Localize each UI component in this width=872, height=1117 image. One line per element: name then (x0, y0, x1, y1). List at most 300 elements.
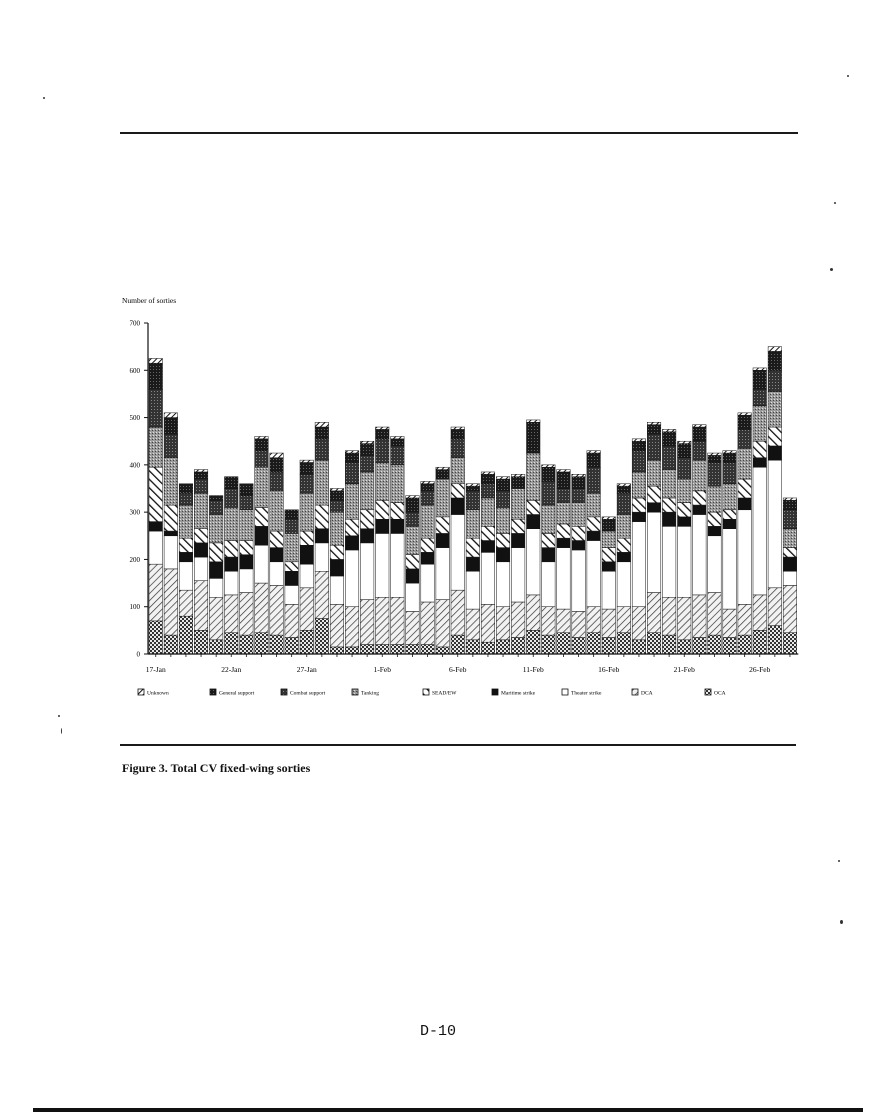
bar-segment-combat-support (783, 510, 797, 529)
bar-segment-oca (647, 633, 661, 654)
bar-segment-unknown (617, 484, 631, 486)
bar-segment-tanking (496, 507, 510, 533)
bar-segment-general-support (315, 427, 329, 439)
bar-segment-tanking (587, 493, 601, 517)
bar-segment-tanking (693, 460, 707, 491)
bar-segment-oca (376, 645, 390, 654)
x-tick-label: 16-Feb (598, 665, 620, 674)
bar-segment-dca (496, 607, 510, 640)
bar-day-26 (542, 465, 556, 654)
bar-segment-general-support (768, 351, 782, 370)
bar-segment-oca (451, 635, 465, 654)
y-tick-label: 200 (129, 555, 140, 564)
x-tick-label: 22-Jan (221, 665, 242, 674)
bar-segment-combat-support (345, 462, 359, 483)
bar-segment-oca (723, 637, 737, 654)
bar-segment-general-support (617, 486, 631, 493)
bar-segment-unknown (678, 441, 692, 443)
bar-day-4 (209, 496, 223, 654)
bar-segment-sead-ew (179, 538, 193, 552)
bar-segment-sead-ew (164, 505, 178, 531)
bar-segment-tanking (481, 498, 495, 526)
bar-segment-oca (270, 635, 284, 654)
legend-label: OCA (714, 690, 726, 697)
bar-segment-theater-strike (647, 512, 661, 592)
bar-segment-oca (179, 616, 193, 654)
legend-label: SEAD/EW (432, 690, 457, 697)
bar-segment-maritime-strike (647, 503, 661, 512)
legend-label: Theater strike (571, 690, 602, 697)
bar-segment-general-support (572, 477, 586, 489)
bar-segment-tanking (149, 427, 163, 467)
bar-segment-maritime-strike (617, 552, 631, 561)
bar-segment-dca (481, 604, 495, 642)
bar-segment-maritime-strike (632, 512, 646, 521)
figure-caption (122, 761, 310, 776)
scan-speck (43, 97, 45, 99)
bar-day-29 (587, 451, 601, 654)
y-tick-label: 100 (129, 603, 140, 612)
bar-segment-theater-strike (179, 562, 193, 590)
bar-segment-general-support (345, 453, 359, 462)
bar-segment-dca (300, 588, 314, 631)
bar-segment-unknown (602, 517, 616, 519)
bar-segment-combat-support (391, 446, 405, 465)
bar-segment-oca (542, 635, 556, 654)
bar-segment-dca (678, 597, 692, 640)
bar-segment-sead-ew (240, 541, 254, 555)
scan-speck (830, 268, 833, 271)
bar-segment-sead-ew (225, 541, 239, 558)
bar-segment-oca (149, 621, 163, 654)
bar-segment-tanking (360, 472, 374, 510)
bar-segment-combat-support (647, 434, 661, 460)
bar-segment-oca (330, 647, 344, 654)
bar-day-34 (662, 429, 676, 654)
bar-segment-maritime-strike (768, 446, 782, 460)
bar-segment-sead-ew (209, 543, 223, 562)
bar-segment-tanking (451, 458, 465, 484)
scan-speck (834, 202, 836, 204)
bar-segment-theater-strike (557, 548, 571, 609)
bar-segment-unknown (647, 422, 661, 424)
x-axis (146, 654, 799, 674)
bar-segment-unknown (194, 470, 208, 472)
bar-segment-general-support (376, 429, 390, 438)
bar-segment-general-support (647, 425, 661, 434)
bar-segment-tanking (647, 460, 661, 486)
scan-speck (840, 920, 843, 924)
bar-segment-sead-ew (391, 503, 405, 520)
bar-segment-theater-strike (451, 515, 465, 591)
bar-segment-oca (587, 633, 601, 654)
bar-segment-theater-strike (496, 562, 510, 607)
bar-segment-unknown (300, 460, 314, 462)
y-tick-label: 600 (129, 366, 140, 375)
bar-day-14 (360, 441, 374, 654)
bar-segment-tanking (255, 467, 269, 507)
bar-day-15 (376, 427, 390, 654)
bar-segment-combat-support (481, 484, 495, 498)
legend-item-combat-support (281, 689, 326, 697)
bar-segment-combat-support (572, 489, 586, 503)
bar-segment-sead-ew (557, 524, 571, 538)
legend-swatch (492, 689, 498, 695)
bar-segment-maritime-strike (481, 541, 495, 553)
bar-segment-oca (285, 637, 299, 654)
bar-segment-theater-strike (587, 541, 601, 607)
bar-segment-unknown (496, 477, 510, 479)
bar-segment-theater-strike (285, 585, 299, 604)
bar-segment-theater-strike (270, 562, 284, 586)
bar-segment-maritime-strike (783, 557, 797, 571)
bar-segment-unknown (360, 441, 374, 443)
bar-segment-maritime-strike (451, 498, 465, 515)
bar-segment-theater-strike (768, 460, 782, 588)
bar-segment-combat-support (496, 491, 510, 508)
bar-day-24 (511, 474, 525, 654)
bar-segment-tanking (225, 507, 239, 540)
bar-day-18 (421, 481, 435, 654)
bar-segment-unknown (557, 470, 571, 472)
legend-swatch (423, 689, 429, 695)
bar-segment-dca (421, 602, 435, 645)
bar-segment-sead-ew (632, 498, 646, 512)
bar-segment-dca (647, 593, 661, 633)
bar-segment-tanking (345, 484, 359, 519)
bar-segment-dca (270, 585, 284, 635)
bar-segment-tanking (738, 448, 752, 479)
bar-segment-combat-support (179, 493, 193, 505)
bar-segment-maritime-strike (360, 529, 374, 543)
bar-segment-general-support (481, 474, 495, 483)
bar-segment-tanking (179, 505, 193, 538)
bar-segment-sead-ew (285, 562, 299, 571)
bar-day-20 (451, 427, 465, 654)
scan-speck (58, 715, 60, 717)
bar-segment-oca (436, 647, 450, 654)
bar-day-30 (602, 517, 616, 654)
bar-segment-sead-ew (360, 510, 374, 529)
bar-day-1 (164, 413, 178, 654)
bar-segment-tanking (708, 486, 722, 512)
bar-segment-theater-strike (708, 536, 722, 593)
bar-segment-tanking (753, 406, 767, 441)
bar-segment-unknown (315, 422, 329, 427)
bar-segment-maritime-strike (511, 533, 525, 547)
legend (138, 689, 726, 697)
bar-segment-combat-support (466, 491, 480, 510)
bar-segment-dca (768, 588, 782, 626)
bar-segment-tanking (300, 493, 314, 531)
bar-segment-oca (527, 630, 541, 654)
legend-label: Unknown (147, 690, 169, 697)
bar-segment-oca (164, 635, 178, 654)
bar-segment-theater-strike (723, 529, 737, 609)
bar-segment-maritime-strike (164, 531, 178, 536)
legend-swatch (281, 689, 287, 695)
bar-segment-tanking (436, 479, 450, 517)
legend-item-sead-ew (423, 689, 457, 697)
bar-segment-sead-ew (708, 512, 722, 526)
bar-segment-dca (632, 607, 646, 640)
x-tick-label: 27-Jan (296, 665, 317, 674)
bar-segment-dca (572, 611, 586, 637)
bar-segment-combat-support (451, 439, 465, 458)
bar-segment-combat-support (753, 389, 767, 406)
bar-segment-unknown (542, 465, 556, 467)
y-tick-label: 700 (129, 319, 140, 328)
bar-segment-tanking (723, 484, 737, 510)
bar-day-5 (225, 477, 239, 654)
x-tick-label: 1-Feb (373, 665, 391, 674)
bar-segment-general-support (496, 479, 510, 491)
bar-day-32 (632, 439, 646, 654)
legend-swatch (632, 689, 638, 695)
bar-segment-sead-ew (496, 533, 510, 547)
bar-day-21 (466, 484, 480, 654)
bar-segment-theater-strike (572, 550, 586, 611)
bar-segment-sead-ew (406, 555, 420, 569)
bar-segment-unknown (693, 425, 707, 427)
bar-segment-sead-ew (255, 507, 269, 526)
bar-segment-oca (194, 630, 208, 654)
bar-segment-combat-support (678, 458, 692, 479)
bar-segment-dca (285, 604, 299, 637)
bar-segment-oca (693, 637, 707, 654)
bar-segment-combat-support (209, 500, 223, 514)
bar-segment-combat-support (723, 462, 737, 483)
bar-segment-theater-strike (678, 526, 692, 597)
bar-segment-theater-strike (209, 578, 223, 597)
x-tick-label: 11-Feb (522, 665, 544, 674)
bar-segment-unknown (708, 453, 722, 455)
bar-segment-sead-ew (330, 545, 344, 559)
bar-segment-maritime-strike (708, 526, 722, 535)
legend-item-tanking (352, 689, 379, 697)
bar-segment-theater-strike (255, 545, 269, 583)
bar-segment-oca (209, 640, 223, 654)
bar-segment-sead-ew (768, 427, 782, 446)
bar-segment-combat-support (240, 496, 254, 510)
y-axis (130, 320, 149, 659)
bar-segment-oca (345, 647, 359, 654)
legend-item-theater-strike (562, 689, 602, 697)
bar-segment-combat-support (617, 493, 631, 514)
bar-segment-oca (708, 635, 722, 654)
bar-segment-dca (451, 590, 465, 635)
bar-segment-maritime-strike (179, 552, 193, 561)
bar-segment-general-support (678, 444, 692, 458)
bar-segment-tanking (542, 505, 556, 533)
bar-segment-combat-support (300, 474, 314, 493)
bar-segment-maritime-strike (662, 512, 676, 526)
legend-swatch (562, 689, 568, 695)
bar-segment-dca (360, 600, 374, 645)
bar-segment-theater-strike (225, 571, 239, 595)
bar-segment-unknown (436, 467, 450, 469)
bar-segment-theater-strike (783, 571, 797, 585)
bar-segment-dca (753, 595, 767, 630)
bar-segment-theater-strike (632, 522, 646, 607)
bar-day-27 (557, 470, 571, 654)
bar-segment-combat-support (194, 479, 208, 493)
bar-segment-dca (376, 597, 390, 644)
bar-segment-general-support (693, 427, 707, 441)
x-tick-label: 6-Feb (449, 665, 467, 674)
bar-segment-maritime-strike (723, 519, 737, 528)
bar-segment-sead-ew (421, 538, 435, 552)
bar-segment-tanking (209, 515, 223, 543)
bar-segment-sead-ew (345, 519, 359, 536)
bar-segment-unknown (783, 498, 797, 500)
bar-day-11 (315, 422, 329, 654)
x-tick-label: 21-Feb (673, 665, 695, 674)
bar-segment-unknown (753, 368, 767, 370)
bar-segment-unknown (662, 429, 676, 431)
bar-segment-dca (738, 604, 752, 635)
bar-segment-tanking (617, 515, 631, 539)
bar-day-9 (285, 510, 299, 654)
bar-segment-dca (527, 595, 541, 630)
bar-day-23 (496, 477, 510, 654)
bar-segment-sead-ew (783, 548, 797, 557)
bar-segment-sead-ew (149, 467, 163, 521)
bar-segment-theater-strike (391, 533, 405, 597)
bar-day-2 (179, 484, 193, 654)
bar-segment-unknown (376, 427, 390, 429)
bar-segment-tanking (572, 503, 586, 527)
bar-day-22 (481, 472, 495, 654)
bar-segment-dca (542, 607, 556, 635)
bar-segment-unknown (632, 439, 646, 441)
bar-segment-maritime-strike (753, 458, 767, 467)
bar-segment-unknown (723, 451, 737, 453)
bar-segment-general-support (557, 472, 571, 489)
bar-segment-dca (225, 595, 239, 633)
bar-day-38 (723, 451, 737, 654)
bar-segment-general-support (783, 500, 797, 509)
bar-day-35 (678, 441, 692, 654)
bar-segment-dca (602, 609, 616, 637)
bar-segment-oca (557, 633, 571, 654)
bar-day-40 (753, 368, 767, 654)
bar-segment-theater-strike (602, 571, 616, 609)
bar-segment-oca (768, 626, 782, 654)
legend-swatch (352, 689, 358, 695)
bar-segment-combat-support (270, 472, 284, 491)
bar-segment-maritime-strike (436, 533, 450, 547)
bar-segment-theater-strike (693, 515, 707, 595)
bar-segment-unknown (391, 436, 405, 438)
bar-segment-tanking (768, 392, 782, 427)
bar-segment-general-support (632, 441, 646, 450)
bar-segment-theater-strike (300, 564, 314, 588)
bar-segment-combat-support (421, 491, 435, 505)
y-tick-label: 0 (136, 650, 140, 659)
bar-segment-combat-support (542, 481, 556, 505)
bar-segment-tanking (406, 526, 420, 554)
bar-segment-theater-strike (164, 536, 178, 569)
legend-swatch (705, 689, 711, 695)
bar-segment-tanking (270, 491, 284, 531)
bar-day-28 (572, 474, 586, 654)
bar-segment-combat-support (768, 370, 782, 391)
bar-segment-general-support (225, 477, 239, 489)
bar-segment-combat-support (557, 489, 571, 503)
bar-segment-oca (678, 640, 692, 654)
bar-segment-unknown (406, 496, 420, 498)
bar-segment-unknown (345, 451, 359, 453)
bar-segment-sead-ew (194, 529, 208, 543)
bar-segment-general-support (285, 510, 299, 519)
bar-segment-oca (240, 635, 254, 654)
bar-segment-dca (255, 583, 269, 633)
bar-segment-tanking (632, 472, 646, 498)
legend-item-unknown (138, 689, 169, 697)
legend-swatch (138, 689, 144, 695)
bar-segment-combat-support (587, 467, 601, 493)
bar-segment-theater-strike (149, 531, 163, 564)
bar-segment-sead-ew (542, 533, 556, 547)
bar-segment-oca (421, 645, 435, 654)
bar-segment-dca (391, 597, 405, 644)
bar-segment-general-support (406, 498, 420, 512)
bar-segment-dca (345, 607, 359, 647)
bar-segment-general-support (330, 491, 344, 500)
bar-segment-dca (149, 564, 163, 621)
bar-segment-dca (783, 585, 797, 632)
bar-segment-sead-ew (451, 484, 465, 498)
scan-speck (838, 860, 840, 862)
bar-segment-general-support (511, 477, 525, 489)
bar-day-0 (149, 358, 163, 654)
bar-segment-unknown (511, 474, 525, 476)
bar-segment-maritime-strike (678, 517, 692, 526)
bar-segment-general-support (587, 453, 601, 467)
bar-segment-tanking (602, 531, 616, 548)
bar-day-7 (255, 436, 269, 654)
bar-segment-maritime-strike (315, 529, 329, 543)
bar-day-36 (693, 425, 707, 654)
page-number: D-10 (420, 1023, 457, 1040)
bar-segment-unknown (149, 358, 163, 363)
bar-segment-oca (738, 635, 752, 654)
legend-item-maritime-strike (492, 689, 536, 697)
bars-group (149, 347, 797, 654)
legend-label: Maritime strike (501, 690, 536, 697)
bar-segment-combat-support (149, 389, 163, 427)
bar-segment-general-support (708, 455, 722, 462)
bar-segment-unknown (738, 413, 752, 415)
bar-segment-sead-ew (617, 538, 631, 552)
bar-segment-oca (360, 645, 374, 654)
bar-segment-maritime-strike (496, 548, 510, 562)
bar-segment-dca (662, 597, 676, 635)
bar-segment-sead-ew (602, 548, 616, 562)
bar-segment-maritime-strike (376, 519, 390, 533)
bar-segment-unknown (572, 474, 586, 476)
legend-item-dca (632, 689, 653, 697)
bar-segment-tanking (164, 458, 178, 505)
bar-segment-sead-ew (300, 531, 314, 545)
bar-segment-oca (255, 633, 269, 654)
bar-segment-general-support (300, 462, 314, 474)
bar-segment-general-support (194, 472, 208, 479)
bar-segment-oca (617, 633, 631, 654)
legend-item-general-support (210, 689, 255, 697)
bar-segment-tanking (678, 479, 692, 503)
